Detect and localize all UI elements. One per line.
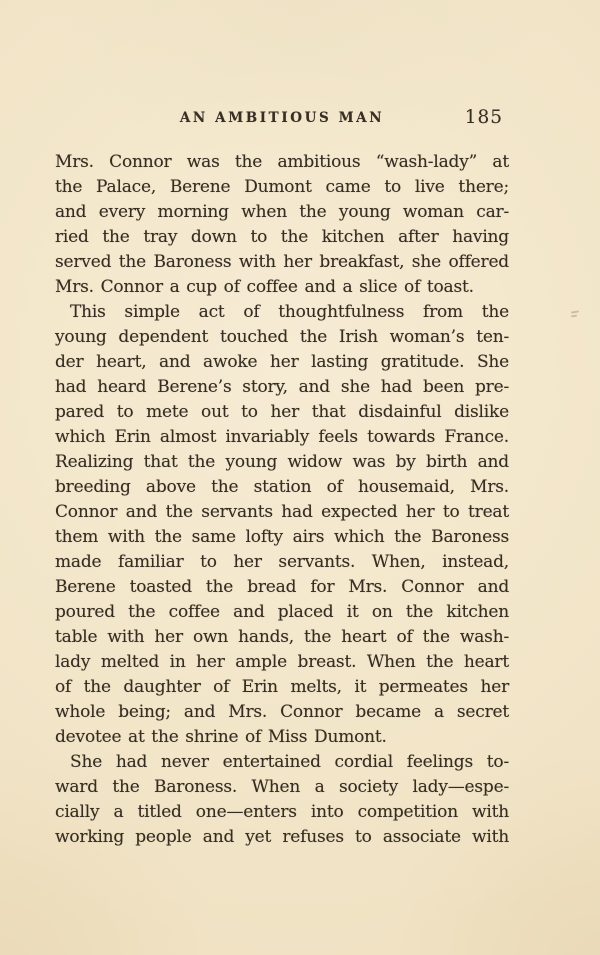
text-line: breeding above the station of housemaid, Mrs.: [55, 477, 509, 497]
text-line: ried the tray down to the kitchen after having: [55, 227, 509, 247]
text-line: served the Baroness with her breakfast, she offered: [55, 252, 509, 272]
paper-smudge-mark: [571, 311, 580, 317]
text-line: whole being; and Mrs. Connor became a secret: [55, 702, 509, 722]
text-line: Realizing that the young widow was by birth and: [55, 452, 509, 472]
text-line: them with the same lofty airs which the Baroness: [55, 527, 509, 547]
text-line: of the daughter of Erin melts, it permeates her: [55, 677, 509, 697]
text-line: Berene toasted the bread for Mrs. Connor and: [55, 577, 509, 597]
text-line: ward the Baroness. When a society lady—espe-: [55, 777, 509, 797]
text-line: young dependent touched the Irish woman’s ten-: [55, 327, 509, 347]
text-line: which Erin almost invariably feels towards France.: [55, 427, 509, 447]
page-header: [55, 107, 509, 132]
text-line: working people and yet refuses to associate with: [55, 827, 509, 847]
text-line: Connor and the servants had expected her to treat: [55, 502, 509, 522]
text-line: table with her own hands, the heart of the wash-: [55, 627, 509, 647]
text-line: poured the coffee and placed it on the kitchen: [55, 602, 509, 622]
text-line: and every morning when the young woman car-: [55, 202, 509, 222]
text-line: devotee at the shrine of Miss Dumont.: [55, 727, 387, 747]
text-line: Mrs. Connor was the ambitious “wash-lady” at: [55, 152, 509, 172]
text-line: pared to mete out to her that disdainful dislike: [55, 402, 509, 422]
text-line: She had never entertained cordial feelings to-: [70, 752, 509, 772]
text-line: cially a titled one—enters into competition with: [55, 802, 509, 822]
page-number: 185: [464, 107, 503, 128]
body-text: [55, 150, 509, 850]
text-line: der heart, and awoke her lasting gratitude. She: [55, 352, 509, 372]
text-line: had heard Berene’s story, and she had been pre-: [55, 377, 509, 397]
text-line: lady melted in her ample breast. When the heart: [55, 652, 509, 672]
text-line: the Palace, Berene Dumont came to live there;: [55, 177, 509, 197]
text-line: This simple act of thoughtfulness from the: [70, 302, 509, 322]
running-head: AN AMBITIOUS MAN: [179, 110, 385, 126]
text-line: made familiar to her servants. When, instead,: [55, 552, 509, 572]
text-line: Mrs. Connor a cup of coffee and a slice of toast.: [55, 277, 474, 297]
